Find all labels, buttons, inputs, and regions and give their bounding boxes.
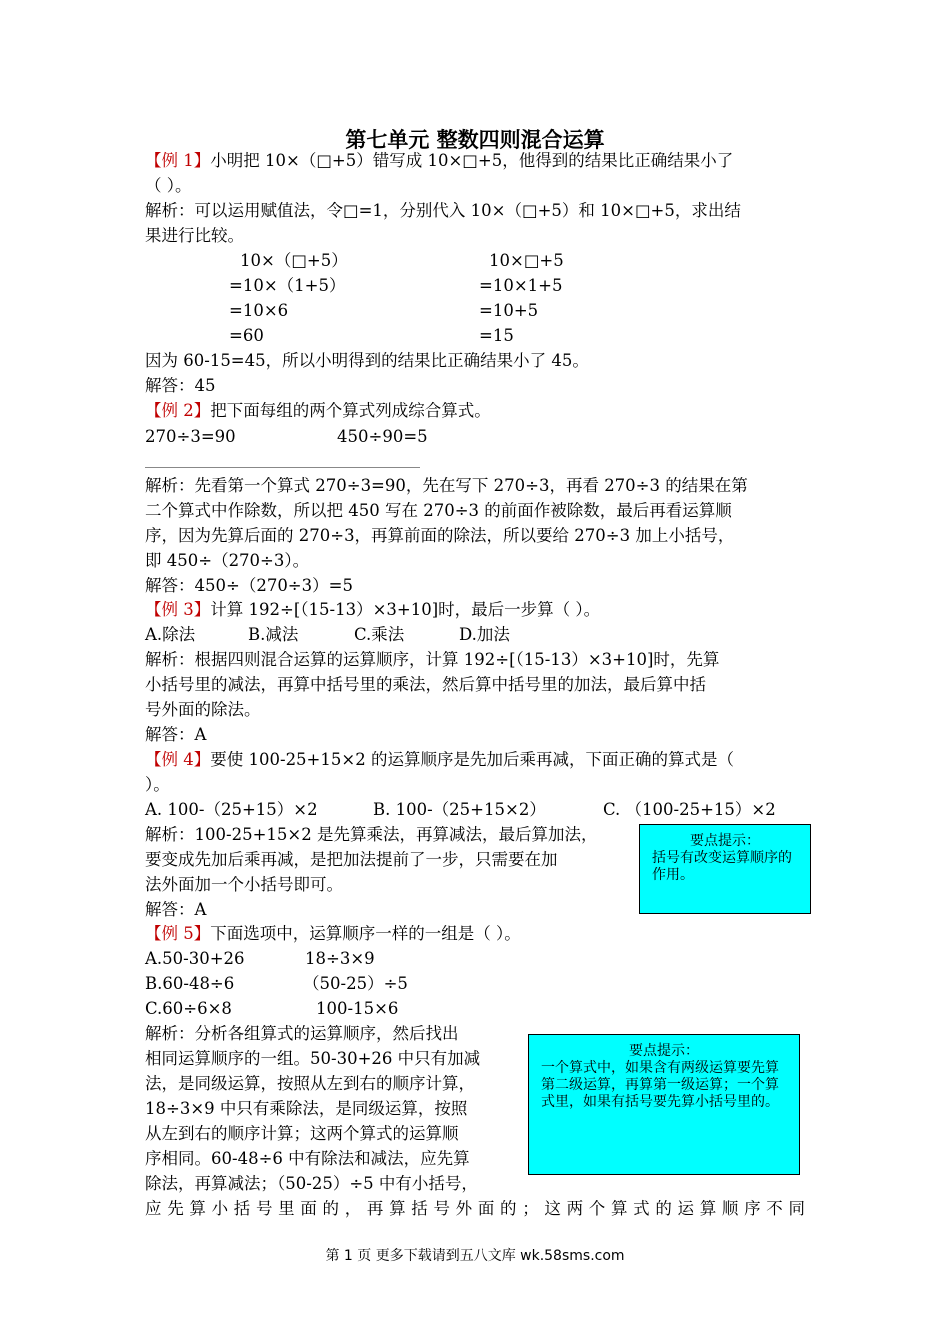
ex5-option-a-1: A.50-30+26	[145, 949, 245, 968]
ex1-question-line2: （ ）。	[145, 176, 192, 195]
ex5-analysis-line7: 除法，再算减法；（50-25）÷5 中有小括号，	[145, 1174, 478, 1193]
ex5-option-c-2: 100-15×6	[316, 999, 399, 1018]
ex2-analysis-line3: 序，因为先算后面的 270÷3，再算前面的除法，所以要给 270÷3 加上小括号，	[145, 526, 735, 545]
ex5-option-b-2: （50-25）÷5	[303, 974, 408, 993]
ex5-analysis-line3: 法，是同级运算，按照从左到右的顺序计算，	[145, 1074, 475, 1093]
ex1-left-step: =10×（1+5）	[229, 276, 346, 295]
ex3-analysis-line2: 小括号里的减法，再算中括号里的乘法，然后算中括号里的加法，最后算中括	[145, 675, 706, 694]
ex5-tip-body: 一个算式中，如果含有两级运算要先算第二级运算，再算第一级运算；一个算式里，如果有括号要先算小括号里的。	[541, 1060, 779, 1110]
ex3-option: A.除法	[145, 625, 196, 644]
ex4-option-a: A. 100-（25+15）×2	[145, 800, 318, 819]
ex2-question	[145, 398, 491, 423]
ex2-analysis-line2: 二个算式中作除数，所以把 450 写在 270÷3 的前面作被除数，最后再看运算顺	[145, 501, 732, 520]
ex5-question-text: 下面选项中，运算顺序一样的一组是（ ）。	[210, 924, 521, 943]
ex5-question	[145, 921, 521, 946]
ex3-option: D.加法	[459, 625, 510, 644]
ex3-analysis-line1: 解析：根据四则混合运算的运算顺序，计算 192÷[（15-13）×3+10]时，先算	[145, 650, 720, 669]
ex3-question	[145, 597, 600, 622]
ex4-question-line2: ）。	[145, 775, 170, 794]
answer-blank-line	[145, 467, 420, 468]
ex4-answer: 解答：A	[145, 900, 207, 919]
ex3-option: B.减法	[248, 625, 299, 644]
ex1-right-step: 10×□+5	[489, 251, 564, 270]
ex5-analysis-line1: 解析：分析各组算式的运算顺序，然后找出	[145, 1024, 459, 1043]
ex1-analysis-line1: 解析：可以运用赋值法，令□=1，分别代入 10×（□+5）和 10×□+5，求出结	[145, 201, 741, 220]
ex4-tip-box	[639, 824, 811, 914]
ex2-question-text: 把下面每组的两个算式列成综合算式。	[210, 401, 491, 420]
ex5-analysis-line6: 序相同。60-48÷6 中有除法和减法，应先算	[145, 1149, 470, 1168]
ex2-answer: 解答：450÷（270÷3）=5	[145, 576, 353, 595]
ex4-tip-title: 要点提示：	[690, 833, 760, 849]
ex3-analysis-line3: 号外面的除法。	[145, 700, 261, 719]
ex1-answer: 解答：45	[145, 376, 216, 395]
ex1-right-step: =15	[479, 326, 514, 345]
ex2-formula-1: 270÷3=90	[145, 427, 236, 446]
ex4-analysis-line2: 要变成先加后乘再减，是把加法提前了一步，只需要在加	[145, 850, 558, 869]
ex2-analysis-line4: 即 450÷（270÷3）。	[145, 551, 310, 570]
ex1-right-step: =10+5	[479, 301, 539, 320]
ex5-option-a-2: 18÷3×9	[305, 949, 375, 968]
ex5-analysis-line5: 从左到右的顺序计算；这两个算式的运算顺	[145, 1124, 459, 1143]
ex5-tip-title: 要点提示：	[629, 1043, 699, 1059]
ex1-analysis-line2: 果进行比较。	[145, 226, 244, 245]
ex1-tag: 【例 1】	[145, 151, 211, 170]
ex1-left-step: =10×6	[229, 301, 289, 320]
ex4-tip-body: 括号有改变运算顺序的作用。	[652, 850, 792, 883]
ex4-option-b: B. 100-（25+15×2）	[373, 800, 546, 819]
ex3-option: C.乘法	[354, 625, 405, 644]
ex4-question-text: 要使 100-25+15×2 的运算顺序是先加后乘再减，下面正确的算式是（	[210, 750, 734, 769]
ex5-option-c-1: C.60÷6×8	[145, 999, 232, 1018]
ex3-answer: 解答：A	[145, 725, 207, 744]
ex3-tag: 【例 3】	[145, 600, 211, 619]
ex4-tag: 【例 4】	[145, 750, 211, 769]
ex4-question-line1	[145, 747, 734, 772]
page-footer: 第 1 页 更多下载请到五八文库 wk.58sms.com	[325, 1248, 625, 1264]
ex5-option-b-1: B.60-48÷6	[145, 974, 235, 993]
ex1-left-step: 10×（□+5）	[240, 251, 348, 270]
ex3-question-text: 计算 192÷[（15-13）×3+10]时，最后一步算（ ）。	[210, 600, 601, 619]
ex1-conclusion: 因为 60-15=45，所以小明得到的结果比正确结果小了 45。	[145, 351, 589, 370]
ex5-analysis-line4: 18÷3×9 中只有乘除法，是同级运算，按照	[145, 1099, 468, 1118]
ex1-right-step: =10×1+5	[479, 276, 563, 295]
ex5-tag: 【例 5】	[145, 924, 211, 943]
ex5-analysis-line2: 相同运算顺序的一组。50-30+26 中只有加减	[145, 1049, 481, 1068]
ex1-question-line1	[145, 148, 733, 173]
ex5-analysis-line8: 应先算小括号里面的，再算括号外面的；这两个算式的运算顺序不同	[145, 1199, 805, 1218]
ex2-tag: 【例 2】	[145, 401, 211, 420]
ex4-analysis-line3: 法外面加一个小括号即可。	[145, 875, 343, 894]
ex2-formula-2: 450÷90=5	[337, 427, 428, 446]
ex4-analysis-line1: 解析：100-25+15×2 是先算乘法，再算减法，最后算加法，	[145, 825, 598, 844]
ex5-tip-box	[528, 1034, 800, 1175]
ex4-option-c: C. （100-25+15）×2	[603, 800, 776, 819]
ex2-analysis-line1: 解析：先看第一个算式 270÷3=90，先在写下 270÷3，再看 270÷3 的结果在第	[145, 476, 748, 495]
page-title: 第七单元 整数四则混合运算	[345, 128, 605, 152]
ex1-question-text: 小明把 10×（□+5）错写成 10×□+5，他得到的结果比正确结果小了	[210, 151, 734, 170]
ex1-left-step: =60	[229, 326, 264, 345]
